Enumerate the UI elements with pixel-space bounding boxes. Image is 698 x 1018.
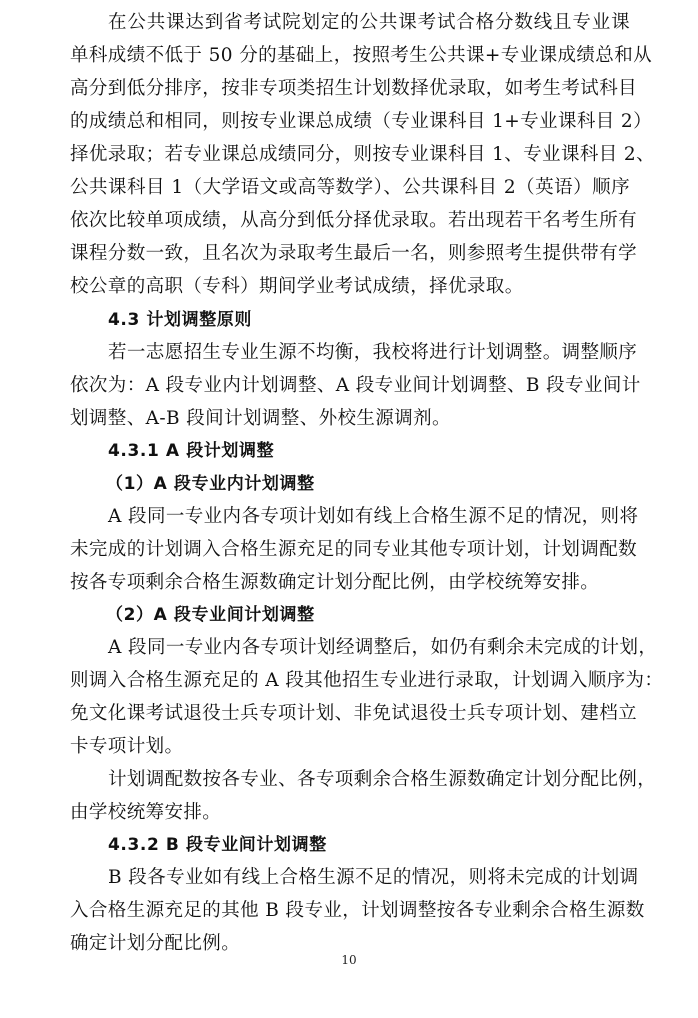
paragraph-1-line-9: 校公章的高职（专科）期间学业考试成绩，择优录取。 (70, 276, 524, 297)
page-number: 10 (341, 953, 357, 967)
paragraph-1-line-1: 在公共课达到省考试院划定的公共课考试合格分数线且专业课 (108, 12, 630, 33)
section-heading-4-3-1: 4.3.1 A 段计划调整 (108, 441, 275, 461)
paragraph-1-line-2: 单科成绩不低于 50 分的基础上，按照考生公共课+专业课成绩总和从 (70, 45, 653, 66)
section-heading-4-3-2: 4.3.2 B 段专业间计划调整 (108, 835, 327, 855)
paragraph-1-line-5: 择优录取；若专业课总成绩同分，则按专业课科目 1、专业课科目 2、 (70, 144, 656, 165)
paragraph-6-line-1: B 段各专业如有线上合格生源不足的情况，则将未完成的计划调 (108, 867, 639, 888)
paragraph-2-line-3: 划调整、A-B 段间计划调整、外校生源调剂。 (70, 408, 451, 429)
paragraph-1-line-3: 高分到低分排序，按非专项类招生计划数择优录取，如考生考试科目 (70, 78, 638, 99)
paragraph-1-line-8: 课程分数一致，且名次为录取考生最后一名，则参照考生提供带有学 (70, 243, 638, 264)
section-heading-4-3: 4.3 计划调整原则 (108, 310, 253, 330)
paragraph-3-line-2: 未完成的计划调入合格生源充足的同专业其他专项计划，计划调配数 (70, 539, 638, 560)
paragraph-4-line-4: 卡专项计划。 (70, 736, 184, 757)
paragraph-6-line-2: 入合格生源充足的其他 B 段专业，计划调整按各专业剩余合格生源数 (70, 900, 645, 921)
paragraph-6-line-3: 确定计划分配比例。 (70, 933, 241, 954)
paragraph-3-line-3: 按各专项剩余合格生源数确定计划分配比例，由学校统筹安排。 (70, 572, 600, 593)
paragraph-4-line-2: 则调入合格生源充足的 A 段其他招生专业进行录取，计划调入顺序为： (70, 670, 664, 691)
paragraph-1-line-4: 的成绩总和相同，则按专业课总成绩（专业课科目 1+专业课科目 2） (70, 111, 653, 132)
paragraph-1-line-7: 依次比较单项成绩，从高分到低分择优录取。若出现若干名考生所有 (70, 210, 638, 231)
paragraph-4-line-1: A 段同一专业内各专项计划经调整后，如仍有剩余未完成的计划， (108, 637, 658, 658)
paragraph-1-line-6: 公共课科目 1（大学语文或高等数学）、公共课科目 2（英语）顺序 (70, 177, 630, 198)
paragraph-5-line-2: 由学校统筹安排。 (70, 802, 222, 823)
paragraph-4-line-3: 免文化课考试退役士兵专项计划、非免试退役士兵专项计划、建档立 (70, 703, 638, 724)
sub-heading-1: （1）A 段专业内计划调整 (106, 474, 315, 494)
paragraph-2-line-2: 依次为：A 段专业内计划调整、A 段专业间计划调整、B 段专业间计 (70, 375, 641, 396)
sub-heading-2: （2）A 段专业间计划调整 (106, 605, 315, 625)
paragraph-2-line-1: 若一志愿招生专业生源不均衡，我校将进行计划调整。调整顺序 (108, 342, 638, 363)
paragraph-3-line-1: A 段同一专业内各专项计划如有线上合格生源不足的情况，则将 (108, 506, 639, 527)
paragraph-5-line-1: 计划调配数按各专业、各专项剩余合格生源数确定计划分配比例， (108, 769, 657, 790)
